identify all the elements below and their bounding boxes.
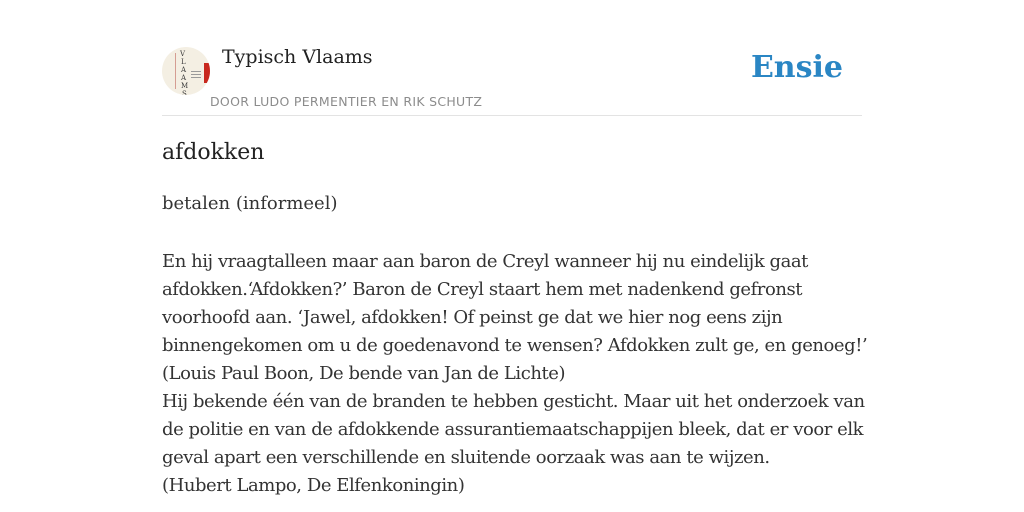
entry-quotes bbox=[162, 248, 868, 500]
entry-definition: betalen (informeel) bbox=[162, 193, 338, 214]
logo-letter: V bbox=[180, 50, 186, 58]
brand-name[interactable]: Typisch Vlaams bbox=[222, 46, 373, 68]
entry-term: afdokken bbox=[162, 140, 265, 165]
typisch-vlaams-logo[interactable] bbox=[162, 47, 210, 95]
logo-fine-text bbox=[191, 71, 201, 72]
logo-fine-text bbox=[191, 77, 201, 78]
logo-fine-text bbox=[191, 74, 201, 75]
logo-letter: M bbox=[181, 82, 189, 90]
quote-line: Hij bekende één van de branden te hebben gesticht. Maar uit het onderzoek van bbox=[162, 391, 865, 412]
quote-source: (Louis Paul Boon, De bende van Jan de Lichte) bbox=[162, 363, 566, 384]
logo-letter: A bbox=[181, 74, 187, 82]
byline: DOOR LUDO PERMENTIER EN RIK SCHUTZ bbox=[210, 94, 483, 109]
quote-line: geval apart een verschillende en sluitende oorzaak was aan te wijzen. bbox=[162, 447, 770, 468]
quote-source: (Hubert Lampo, De Elfenkoningin) bbox=[162, 475, 465, 496]
logo-letter: A bbox=[181, 66, 187, 74]
logo-rule bbox=[175, 53, 176, 89]
quote-line: En hij vraagtalleen maar aan baron de Creyl wanneer hij nu eindelijk gaat bbox=[162, 251, 808, 272]
ensie-logo[interactable]: Ensie bbox=[750, 50, 843, 85]
quote-line: de politie en van de afdokkende assurantiemaatschappijen bleek, dat er voor elk bbox=[162, 419, 864, 440]
quote-line: afdokken.‘Afdokken?’ Baron de Creyl staart hem met nadenkend gefronst bbox=[162, 279, 803, 300]
logo-letter: L bbox=[181, 58, 186, 66]
quote-line: binnengekomen om u de goedenavond te wensen? Afdokken zult ge, en genoeg!’ bbox=[162, 335, 868, 356]
logo-letter: S bbox=[182, 90, 187, 95]
quote-line: voorhoofd aan. ‘Jawel, afdokken! Of peinst ge dat we hier nog eens zijn bbox=[162, 307, 783, 328]
logo-red-bar bbox=[204, 63, 210, 83]
header bbox=[162, 44, 862, 116]
